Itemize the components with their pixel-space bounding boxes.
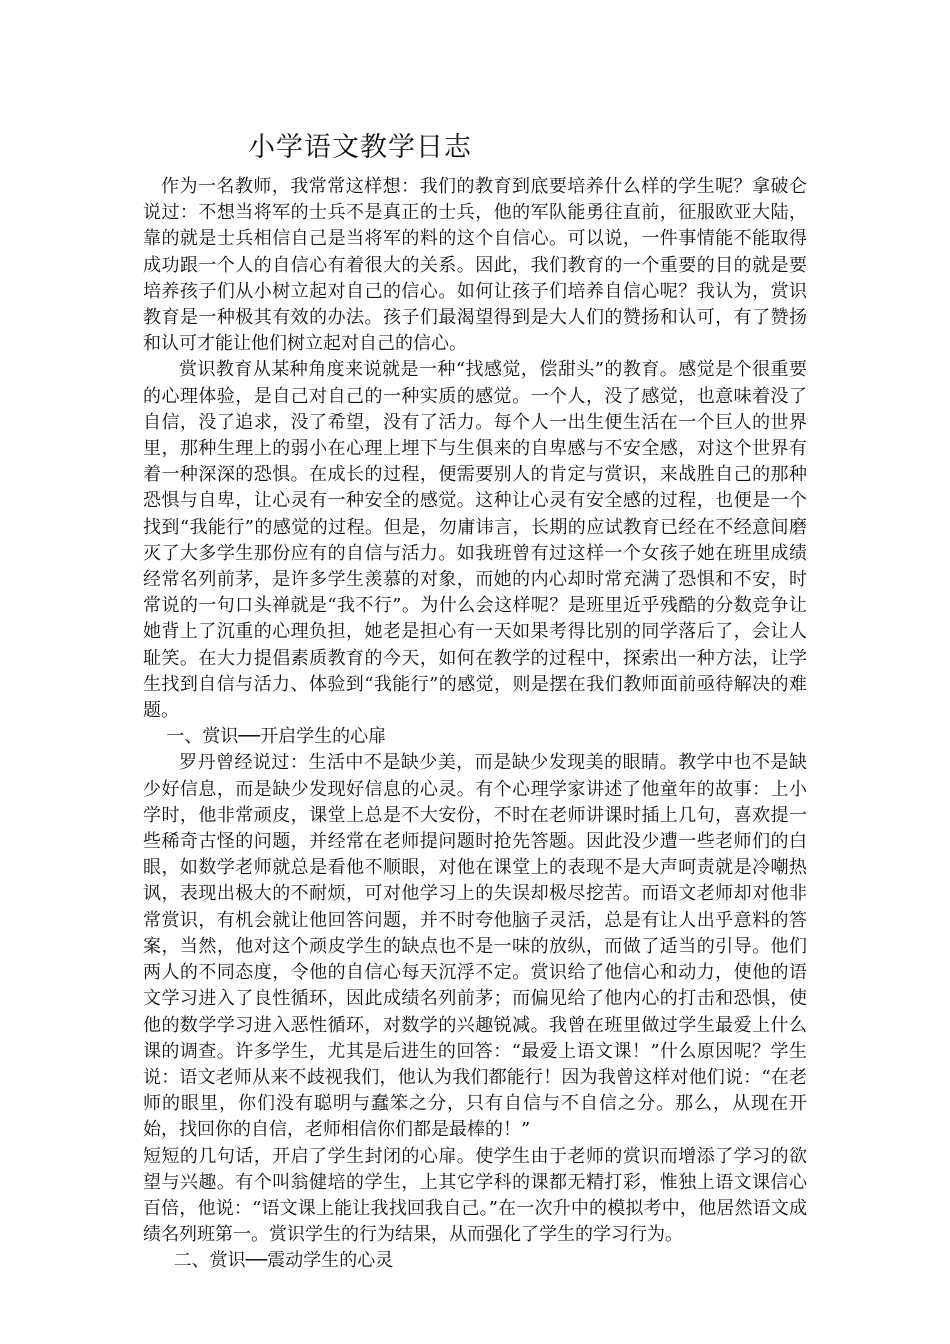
paragraph-student-example: 短短的几句话，开启了学生封闭的心扉。使学生由于老师的赏识而增添了学习的欲望与兴趣。有个叫翁健培的学生，上其它学科的课都无精打彩，惟独上语文课信心百倍，他说：“语文课上能让我找回我自己。”在一次升中的模拟考中，他居然语文成绩名列班第一。赏识学生的行为结果，从而强化了学生的学习行为。 xyxy=(143,1145,807,1246)
document-title: 小学语文教学日志 xyxy=(248,132,472,163)
paragraph-appreciation-education: 赏识教育从某种角度来说就是一种“找感觉，偿甜头”的教育。感觉是个很重要的心理体验，是自己对自己的一种实质的感觉。一个人，没了感觉，也意味着没了自信，没了追求，没了希望，没有了活力。每个人一出生便生活在一个巨人的世界里，那种生理上的弱小在心理上埋下与生俱来的自卑感与不安全感，对这个世界有着一种深深的恐惧。在成长的过程，便需要别人的肯定与赏识，来战胜自己的那种恐惧与自卑，让心灵有一种安全的感觉。这种让心灵有安全感的过程，也便是一个找到“我能行”的感觉的过程。但是，勿庸讳言，长期的应试教育已经在不经意间磨灭了大多学生那份应有的自信与活力。如我班曾有过这样一个女孩子她在班里成绩经常名列前茅，是许多学生羡慕的对象，而她的内心却时常充满了恐惧和不安，时常说的一句口头禅就是“我不行”。为什么会这样呢？是班里近乎残酷的分数竞争让她背上了沉重的心理负担，她老是担心有一天如果考得比别的同学落后了，会让人耻笑。在大力提倡素质教育的今天，如何在教学的过程中，探索出一种方法，让学生找到自信与活力、体验到“我能行”的感觉，则是摆在我们教师面前亟待解决的难题。 xyxy=(143,359,807,722)
document-body xyxy=(143,174,807,1275)
paragraph-rodin-story: 罗丹曾经说过：生活中不是缺少美，而是缺少发现美的眼睛。教学中也不是缺少好信息，而是缺少发现好信息的心灵。有个心理学家讲述了他童年的故事：上小学时，他非常顽皮，课堂上总是不大安份，不时在老师讲课时插上几句，喜欢提一些稀奇古怪的问题，并经常在老师提问题时抢先答题。因此没少遭一些老师们的白眼，如数学老师就总是看他不顺眼，对他在课堂上的表现不是大声呵责就是冷嘲热讽，表现出极大的不耐烦，可对他学习上的失误却极尽挖苦。而语文老师却对他非常赏识，有机会就让他回答问题，并不时夸他脑子灵活，总是有让人出乎意料的答案，当然，他对这个顽皮学生的缺点也不是一味的放纵，而做了适当的引导。他们两人的不同态度，令他的自信心每天沉浮不定。赏识给了他信心和动力，使他的语文学习进入了良性循环，因此成绩名列前茅；而偏见给了他内心的打击和恐惧，使他的数学学习进入恶性循环，对数学的兴趣锐减。我曾在班里做过学生最爱上什么课的调查。许多学生，尤其是后进生的回答：“最爱上语文课！”什么原因呢？学生说：语文老师从来不歧视我们，他认为我们都能行！因为我曾这样对他们说：“在老师的眼里，你们没有聪明与蠢笨之分，只有自信与不自信之分。那么，从现在开始，找回你的自信，老师相信你们都是最棒的！” xyxy=(143,752,807,1141)
section-heading-1: 一、赏识──开启学生的心扉 xyxy=(166,726,387,748)
section-heading-2: 二、赏识──震动学生的心灵 xyxy=(173,1250,394,1272)
paragraph-intro: 作为一名教师，我常常这样想：我们的教育到底要培养什么样的学生呢？拿破仑说过：不想当将军的士兵不是真正的士兵，他的军队能勇往直前，征服欧亚大陆，靠的就是士兵相信自己是当将军的料的这个自信心。可以说，一件事情能不能取得成功跟一个人的自信心有着很大的关系。因此，我们教育的一个重要的目的就是要培养孩子们从小树立起对自己的信心。如何让孩子们培养自信心呢？我认为，赏识教育是一种极其有效的办法。孩子们最渴望得到是大人们的赞扬和认可，有了赞扬和认可才能让他们树立起对自己的信心。 xyxy=(143,176,807,355)
